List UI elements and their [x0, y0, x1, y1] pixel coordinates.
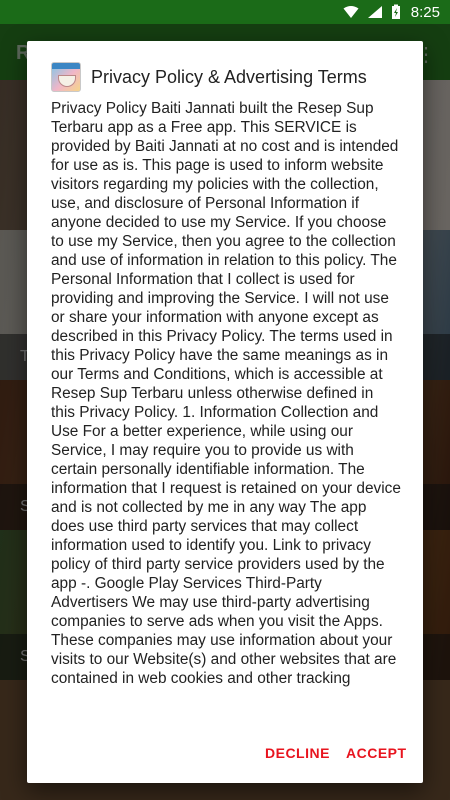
privacy-policy-dialog [27, 41, 423, 783]
app-icon [51, 62, 81, 92]
battery-charging-icon [391, 4, 401, 20]
signal-icon [367, 5, 383, 19]
dialog-actions [27, 731, 423, 775]
wifi-icon [343, 5, 359, 19]
decline-button[interactable]: DECLINE [257, 731, 338, 775]
dialog-header [51, 60, 401, 94]
status-time: 8:25 [410, 3, 440, 21]
accept-button[interactable]: ACCEPT [338, 731, 415, 775]
dialog-body-text[interactable]: Privacy Policy Baiti Jannati built the Resep Sup Terbaru app as a Free app. This SERVICE is provided by Baiti Jannati at no cost and is intended for use as is. This page is used to inform website visitors regarding my policies with the collection, use, and disclosure of Personal Information if anyone decided to use my Service. If you choose to use my Service, then you agree to the collection and use of information in relation to this policy. The Personal Information that I collect is used for providing and improving the Service. I will not use or share your information with anyone except as described in this Privacy Policy. The terms used in this Privacy Policy have the same meanings as in our Terms and Conditions, which is accessible at Resep Sup Terbaru unless otherwise defined in this Privacy Policy. 1. Information Collection and Use For a better experience, while using our Service, I may require you to provide us with certain personally identifiable information. The information that I request is retained on your device and is not collected by me in any way The app does use third party services that may collect information used to identify you. Link to privacy policy of third party service providers used by the app -. Google Play Services Third-Party Advertisers We may use third-party advertising companies to serve ads when you visit the Apps. These companies may use information about your visits to our Website(s) and other websites that are contained in web cookies and other tracking [51, 100, 401, 687]
status-bar [0, 0, 450, 24]
status-icons [343, 4, 440, 21]
dialog-title: Privacy Policy & Advertising Terms [91, 66, 367, 87]
